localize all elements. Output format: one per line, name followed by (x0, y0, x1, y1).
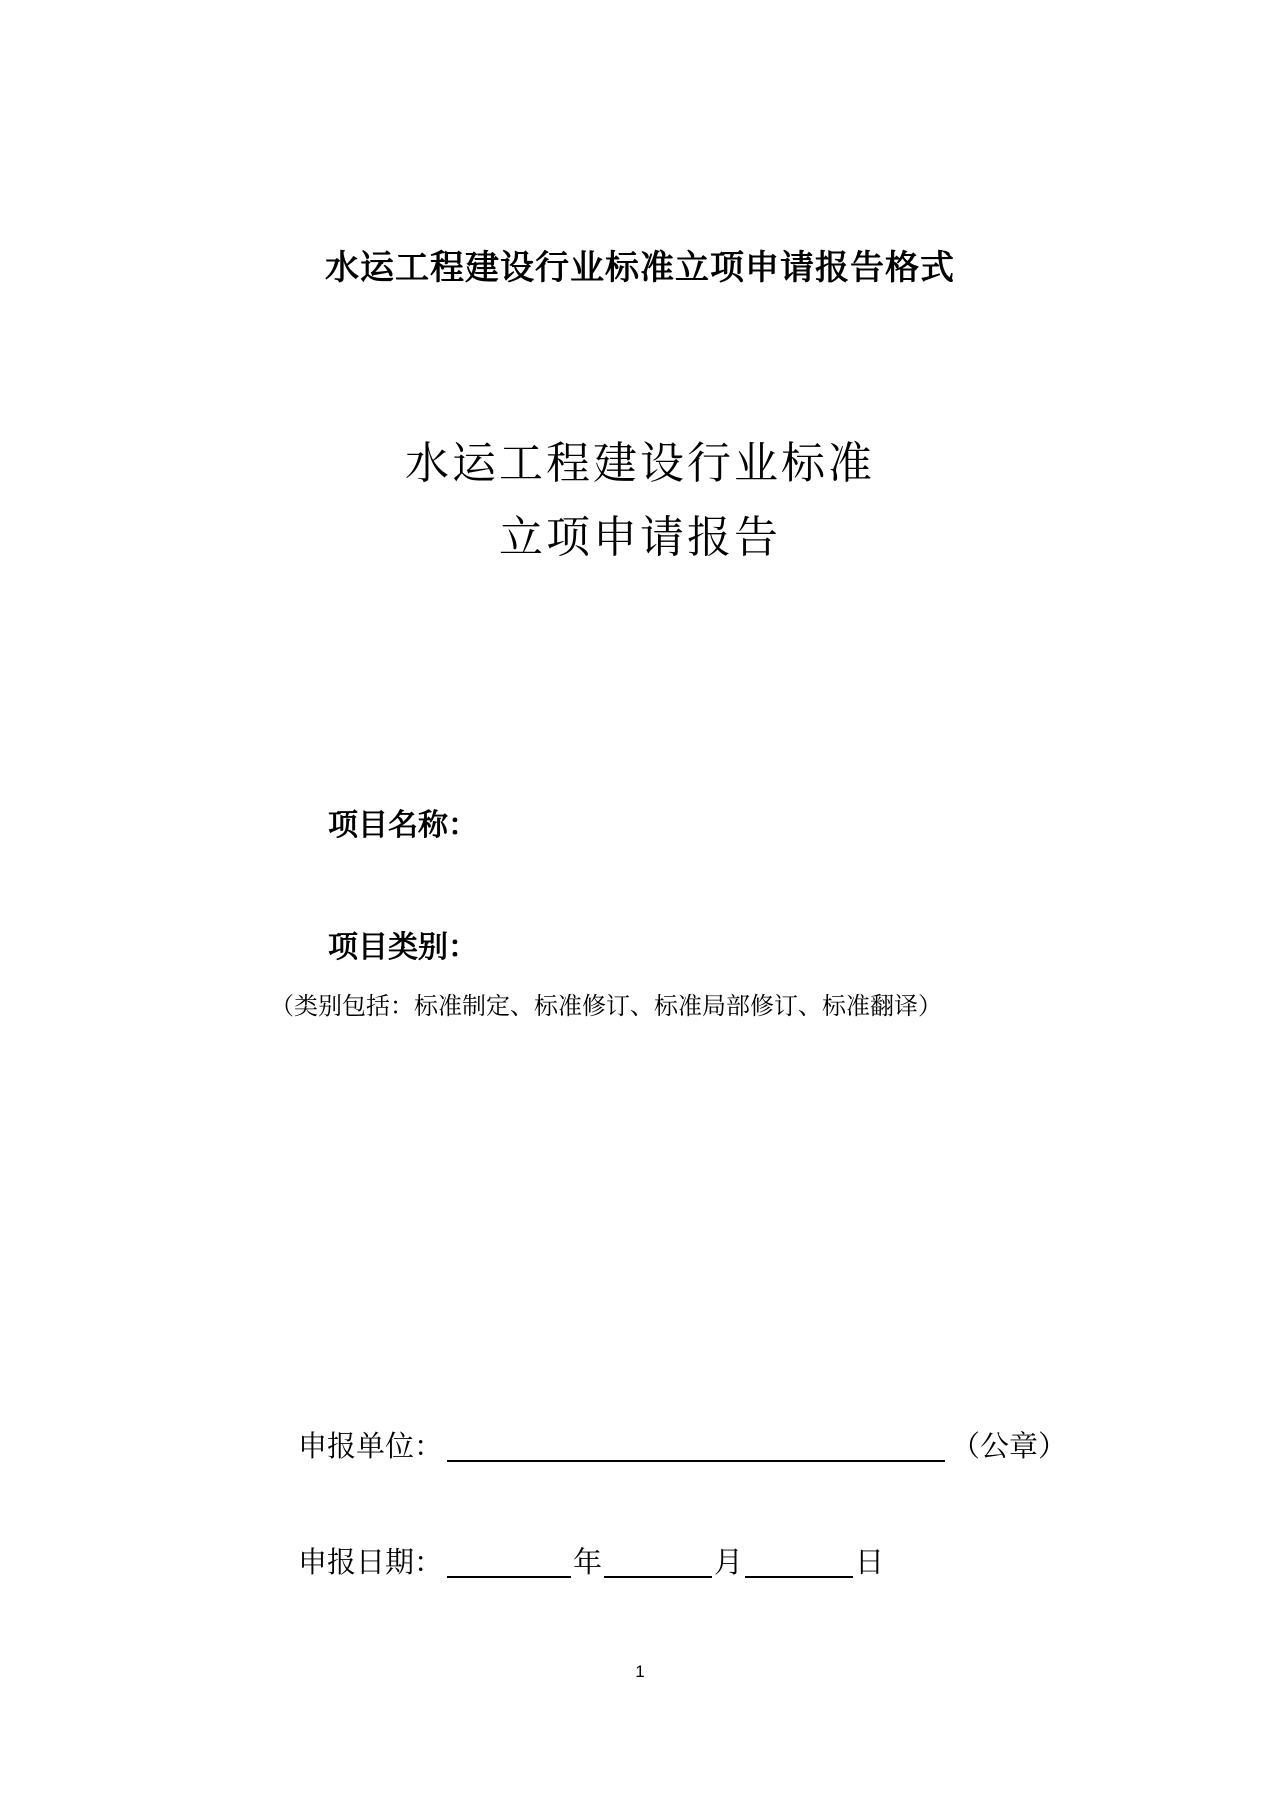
year-label: 年 (573, 1545, 603, 1579)
report-title-line2: 立项申请报告 (499, 512, 781, 563)
submitting-unit-label: 申报单位： (298, 1429, 444, 1463)
report-title-line1: 水运工程建设行业标准 (405, 438, 875, 489)
submission-date-row (298, 1538, 884, 1582)
seal-label: （公章） (951, 1429, 1068, 1463)
submitting-unit-blank (447, 1426, 945, 1462)
project-name-label: 项目名称： (328, 808, 478, 843)
document-heading: 水运工程建设行业标准立项申请报告格式 (325, 248, 955, 288)
submission-date-label: 申报日期： (298, 1545, 444, 1579)
day-blank (745, 1542, 853, 1578)
page-number: 1 (635, 1662, 645, 1681)
project-category-label: 项目类别： (328, 930, 478, 965)
month-blank (604, 1542, 712, 1578)
day-label: 日 (855, 1545, 885, 1579)
year-blank (447, 1542, 571, 1578)
submitting-unit-row (298, 1422, 1067, 1466)
month-label: 月 (714, 1545, 744, 1579)
category-note: （类别包括：标准制定、标准修订、标准局部修订、标准翻译） (270, 992, 942, 1020)
